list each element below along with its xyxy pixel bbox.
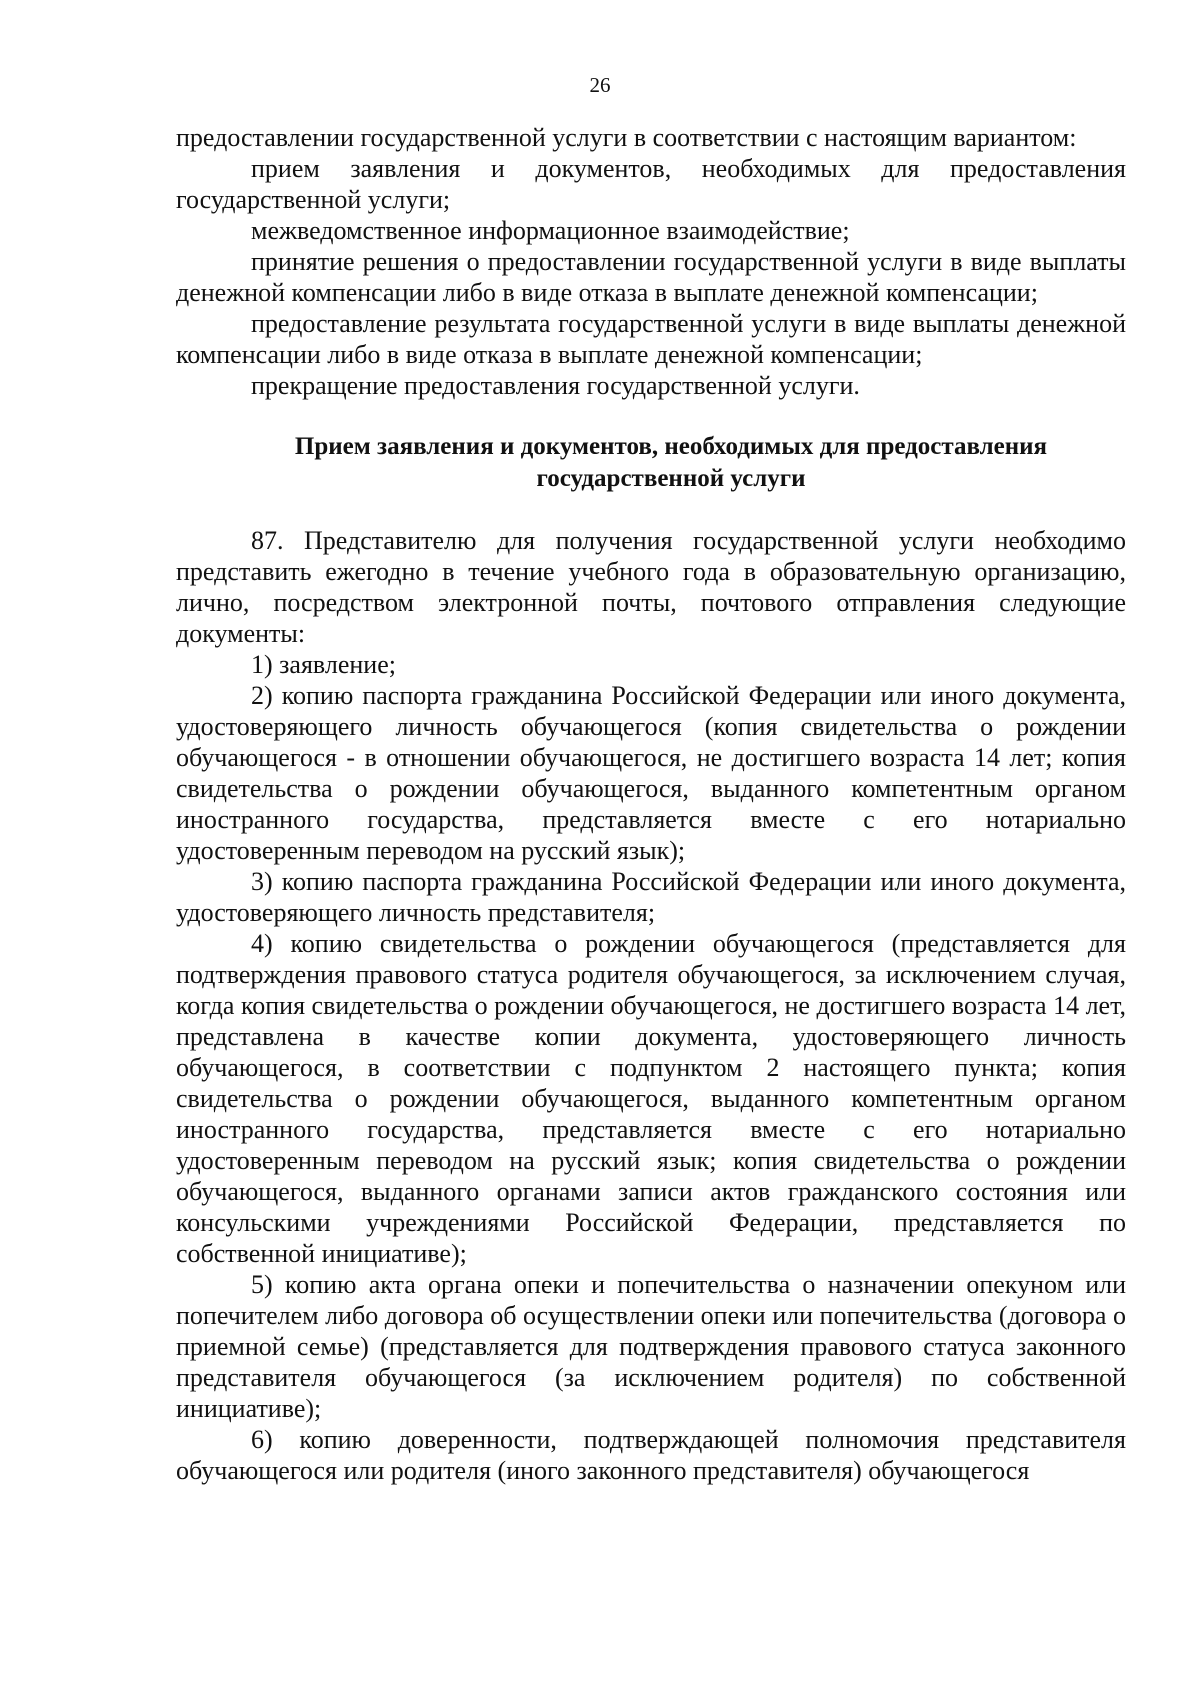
page-number: 26 (589, 73, 611, 97)
list-item: прекращение предоставления государственной услуги. (251, 371, 860, 400)
list-item: принятие решения о предоставлении государственной услуги в виде выплаты денежной компенсации либо в виде отказа в выплате денежной компенсации; (176, 247, 1126, 307)
section-heading: Прием заявления и документов, необходимых для предоставления государственной услуги (294, 433, 1048, 492)
list-item: предоставление результата государственной услуги в виде выплаты денежной компенсации либо в виде отказа в выплате денежной компенсации; (176, 309, 1126, 369)
list-item: 3) копию паспорта гражданина Российской Федерации или иного документа, удостоверяющего личность представителя; (176, 867, 1126, 927)
list-item: 5) копию акта органа опеки и попечительства о назначении опекуном или попечителем либо договора об осуществлении опеки или попечительства (договора о приемной семье) (представляется для подтверждения правового статуса законного представителя обучающегося (за исключением родителя) по собственной инициативе); (176, 1270, 1126, 1423)
list-item: 4) копию свидетельства о рождении обучающегося (представляется для подтверждения правового статуса родителя обучающегося, за исключением случая, когда копия свидетельства о рождении обучающегося, не достигшего возраста 14 лет, представлена в качестве копии документа, удостоверяющего личность обучающегося, в соответствии с подпунктом 2 настоящего пункта; копия свидетельства о рождении обучающегося, выданного компетентным органом иностранного государства, представляется вместе с его нотариально удостоверенным переводом на русский язык; копия свидетельства о рождении обучающегося, выданного органами записи актов гражданского состояния или консульскими учреждениями Российской Федерации, представляется по собственной инициативе); (176, 929, 1126, 1268)
list-item: межведомственное информационное взаимодействие; (251, 216, 850, 245)
document-body (176, 122, 1126, 1486)
paragraph-87: 87. Представителю для получения государственной услуги необходимо представить ежегодно в течение учебного года в образовательную организацию, лично, посредством электронной почты, почтового отправления следующие документы: (176, 526, 1126, 648)
continuation-paragraph: предоставлении государственной услуги в соответствии с настоящим вариантом: (176, 123, 1077, 152)
list-item: 6) копию доверенности, подтверждающей полномочия представителя обучающегося или родителя (иного законного представителя) обучающегося (176, 1425, 1126, 1485)
list-item: прием заявления и документов, необходимых для предоставления государственной услуги; (176, 154, 1126, 214)
list-item: 2) копию паспорта гражданина Российской Федерации или иного документа, удостоверяющего личность обучающегося (копия свидетельства о рождении обучающегося - в отношении обучающегося, не достигшего возраста 14 лет; копия свидетельства о рождении обучающегося, выданного компетентным органом иностранного государства, представляется вместе с его нотариально удостоверенным переводом на русский язык); (176, 681, 1126, 865)
list-item: 1) заявление; (251, 650, 396, 679)
